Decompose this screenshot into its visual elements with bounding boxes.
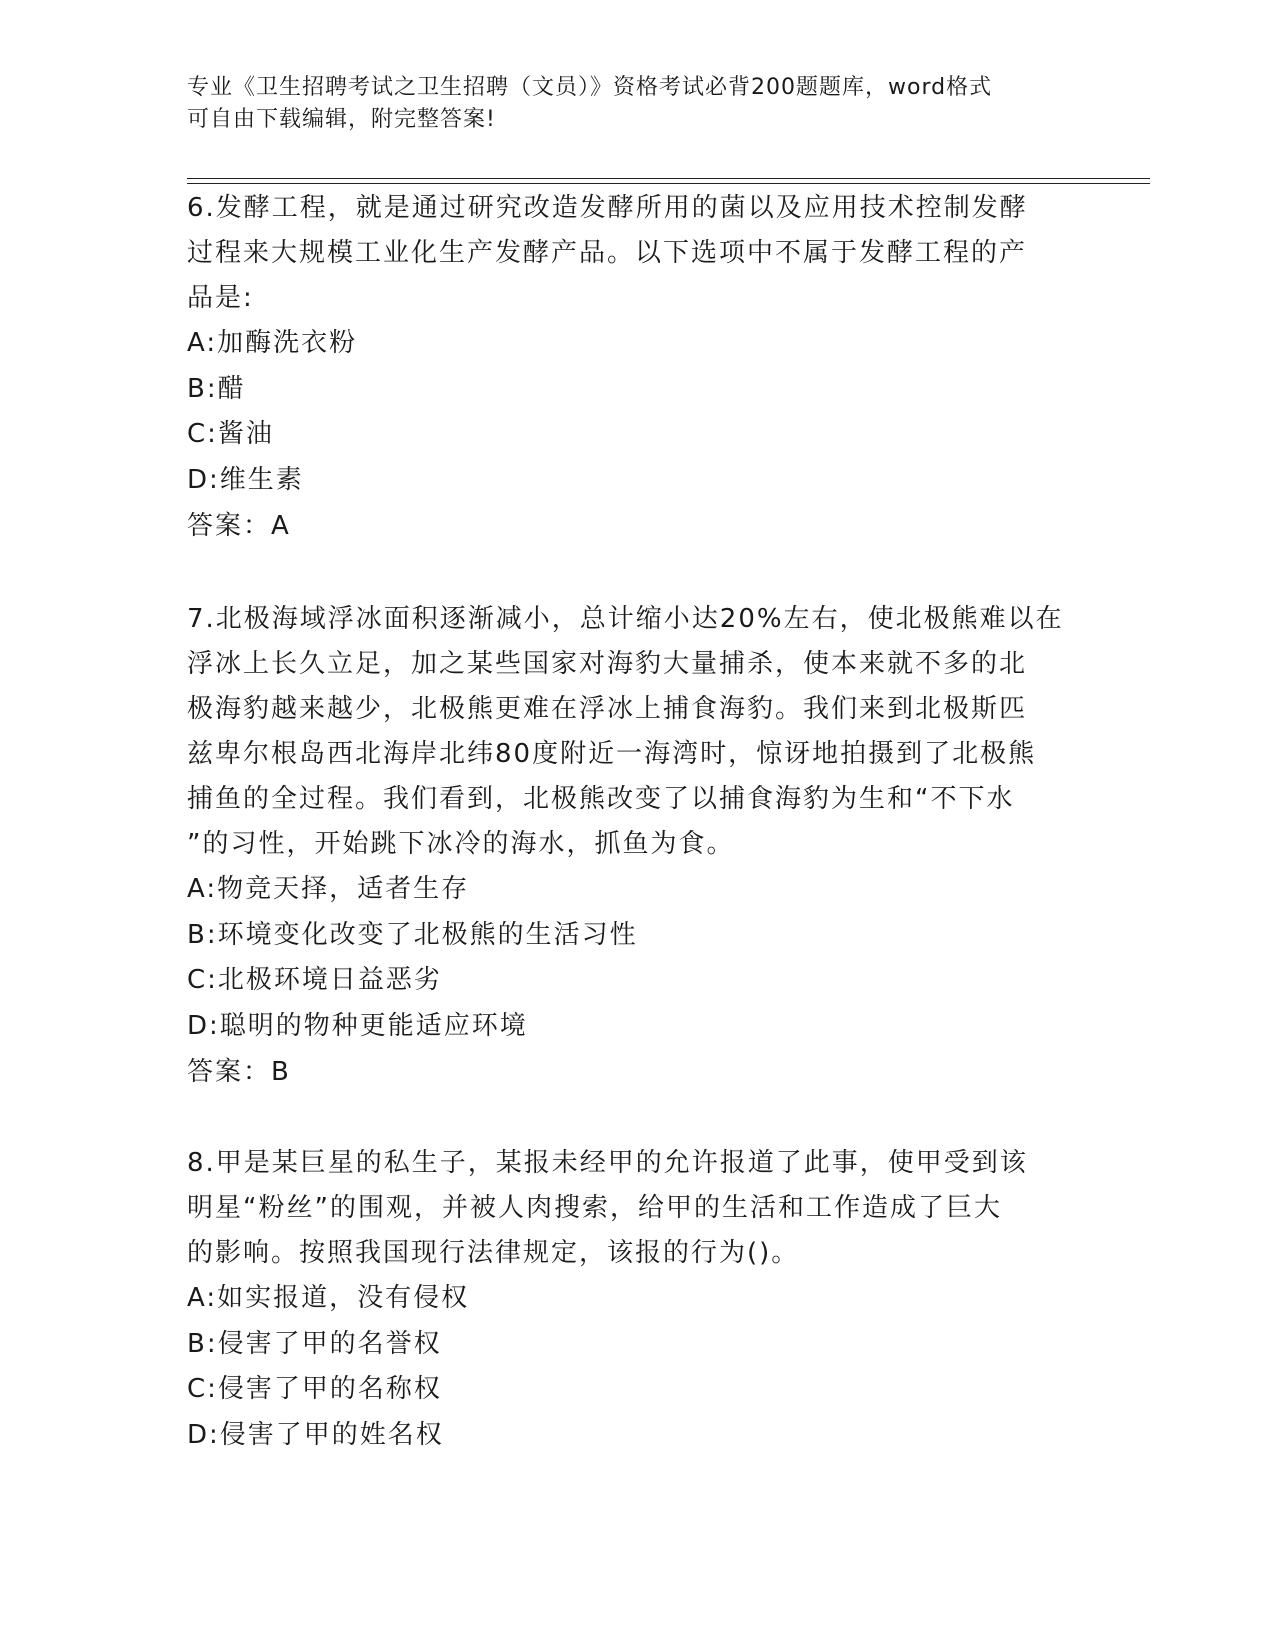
answer-label: 答案：B bbox=[187, 1057, 291, 1087]
header-divider-bottom bbox=[187, 183, 1150, 184]
question-text-line: 过程来大规模工业化生产发酵产品。以下选项中不属于发酵工程的产 bbox=[187, 238, 1028, 268]
question-text-line: ”的习性，开始跳下冰冷的海水，抓鱼为食。 bbox=[187, 829, 735, 859]
option-a: A:如实报道，没有侵权 bbox=[187, 1283, 470, 1313]
question-text-line: 8.甲是某巨星的私生子，某报未经甲的允许报道了此事，使甲受到该 bbox=[187, 1148, 1028, 1178]
header-line-2: 可自由下载编辑，附完整答案! bbox=[187, 107, 496, 132]
page-header bbox=[187, 72, 1067, 136]
question-7 bbox=[187, 597, 1087, 1095]
option-c: C:酱油 bbox=[187, 419, 274, 449]
question-text-line: 7.北极海域浮冰面积逐渐减小，总计缩小达20%左右，使北极熊难以在 bbox=[187, 604, 1064, 634]
option-d: D:维生素 bbox=[187, 464, 304, 495]
question-text-line: 6.发酵工程，就是通过研究改造发酵所用的菌以及应用技术控制发酵 bbox=[187, 193, 1028, 223]
question-6 bbox=[187, 186, 1087, 549]
option-d: D:侵害了甲的姓名权 bbox=[187, 1419, 444, 1450]
option-b: B:环境变化改变了北极熊的生活习性 bbox=[187, 919, 638, 950]
question-text-line: 的影响。按照我国现行法律规定，该报的行为()。 bbox=[187, 1238, 800, 1268]
option-c: C:侵害了甲的名称权 bbox=[187, 1374, 442, 1404]
option-b: B:侵害了甲的名誉权 bbox=[187, 1328, 442, 1359]
question-text-line: 浮冰上长久立足，加之某些国家对海豹大量捕杀，使本来就不多的北 bbox=[187, 649, 1028, 679]
question-text-line: 明星“粉丝”的围观，并被人肉搜索，给甲的生活和工作造成了巨大 bbox=[187, 1193, 1002, 1223]
question-text-line: 极海豹越来越少，北极熊更难在浮冰上捕食海豹。我们来到北极斯匹 bbox=[187, 694, 1028, 724]
option-c: C:北极环境日益恶劣 bbox=[187, 965, 442, 995]
question-text-line: 兹卑尔根岛西北海岸北纬80度附近一海湾时，惊讶地拍摄到了北极熊 bbox=[187, 739, 1037, 769]
option-d: D:聪明的物种更能适应环境 bbox=[187, 1010, 528, 1041]
option-b: B:醋 bbox=[187, 373, 246, 404]
header-divider-top bbox=[187, 178, 1150, 179]
option-a: A:物竞天择，适者生存 bbox=[187, 874, 470, 904]
question-8 bbox=[187, 1141, 1087, 1458]
question-text-line: 捕鱼的全过程。我们看到，北极熊改变了以捕食海豹为生和“不下水 bbox=[187, 784, 1015, 814]
answer-label: 答案：A bbox=[187, 511, 291, 541]
header-line-1: 专业《卫生招聘考试之卫生招聘（文员）》资格考试必背200题题库，word格式 bbox=[187, 75, 993, 100]
question-text-line: 品是: bbox=[187, 283, 254, 313]
option-a: A:加酶洗衣粉 bbox=[187, 328, 358, 358]
